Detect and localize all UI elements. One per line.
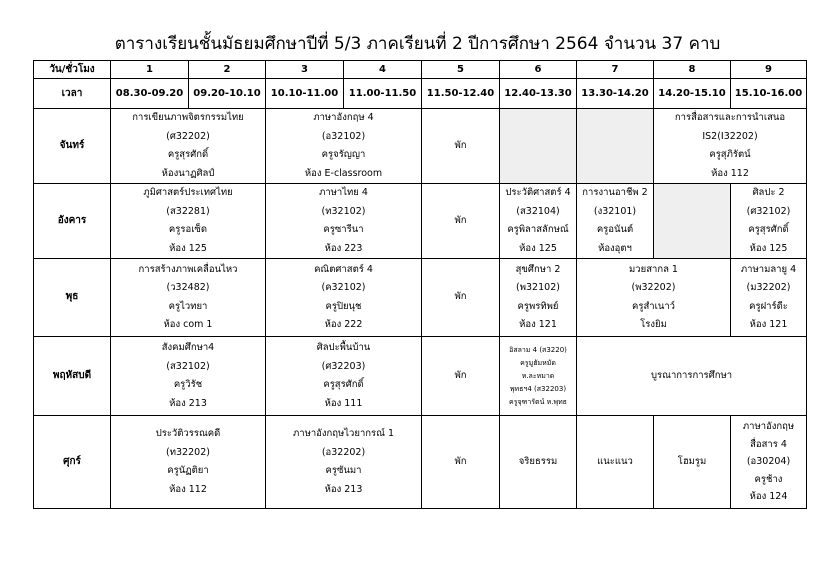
class-cell — [577, 184, 654, 259]
course-code: IS2(I32202) — [702, 130, 758, 142]
class-cell — [500, 184, 577, 259]
room: ห้องอุตฯ — [598, 242, 632, 254]
empty-cell — [654, 184, 731, 259]
period-number: 5 — [422, 61, 500, 79]
timetable — [33, 60, 807, 509]
period-number: 1 — [111, 61, 189, 79]
class-cell: แนะแนว — [577, 416, 654, 509]
corner-cell: วัน/ชั่วโมง — [34, 61, 111, 79]
class-cell — [111, 337, 266, 416]
subject: ภูมิศาสตร์ประเทศไทย — [143, 187, 233, 198]
subject: การสื่อสารและการนำเสนอ — [674, 112, 786, 123]
class-cell — [266, 259, 422, 337]
room: ห้อง 112 — [169, 483, 207, 495]
teacher: ครูไวทยา — [168, 300, 208, 312]
subject: ภาษาไทย 4 — [319, 187, 368, 198]
subject: อิสลาม 4 (ส3220) — [509, 345, 567, 354]
room: ห.ละหมาด — [521, 371, 555, 380]
room: ห้อง 112 — [711, 167, 749, 179]
teacher: ครูพิลาสลักษณ์ — [507, 224, 569, 235]
class-cell — [731, 259, 807, 337]
subject: พุทธฯ4 (ส32203) — [509, 384, 567, 393]
class-cell — [266, 337, 422, 416]
day-label: ศุกร์ — [34, 416, 111, 509]
teacher: ครูพรทิพย์ — [517, 300, 559, 312]
subject: ประวัติวรรณคดี — [155, 428, 221, 439]
break-cell: พัก — [422, 259, 500, 337]
room: ห้อง 124 — [749, 491, 788, 503]
subject: ศิลปะพื้นบ้าน — [316, 342, 371, 353]
room: ห้อง 222 — [324, 319, 363, 330]
day-row-wednesday — [34, 259, 807, 337]
subject: สุขศึกษา 2 — [515, 263, 561, 275]
day-label: อังคาร — [34, 184, 111, 259]
subject: คณิตศาสตร์ 4 — [314, 263, 373, 275]
time-label: เวลา — [34, 79, 111, 109]
teacher: ครูสุรศักดิ์ — [748, 224, 789, 235]
day-label: พุธ — [34, 259, 111, 337]
time-slot: 08.30-09.20 — [111, 79, 189, 109]
class-cell — [500, 337, 577, 416]
day-label: จันทร์ — [34, 109, 111, 184]
room: ห้อง 121 — [519, 319, 557, 330]
empty-cell — [500, 109, 577, 184]
class-cell — [111, 259, 266, 337]
time-row — [34, 79, 807, 109]
break-cell: พัก — [422, 184, 500, 259]
course-code: (อ32202) — [321, 446, 366, 458]
period-row — [34, 61, 807, 79]
class-cell — [577, 259, 731, 337]
period-number: 2 — [189, 61, 266, 79]
subject: ภาษาอังกฤษ — [742, 421, 795, 433]
teacher: ครูปิยนุช — [325, 300, 362, 312]
room: ห้อง 213 — [169, 397, 207, 409]
course-code: (ศ32102) — [746, 205, 791, 217]
course-code: (ง32101) — [593, 205, 637, 217]
day-row-tuesday — [34, 184, 807, 259]
teacher: ครูซันมา — [325, 465, 362, 476]
course-code: (ท32102) — [321, 205, 366, 217]
class-cell — [111, 109, 266, 184]
page-title: ตารางเรียนชั้นมัธยมศึกษาปีที่ 5/3 ภาคเรียนที่ 2 ปีการศึกษา 2564 จำนวน 37 คาบ — [114, 34, 721, 54]
course-code: (พ32202) — [631, 282, 676, 293]
room: ห้องนาฏศิลป์ — [161, 167, 215, 179]
room: ห้อง 223 — [324, 242, 363, 254]
time-slot: 13.30-14.20 — [577, 79, 654, 109]
subject: ภาษามลายู 4 — [740, 263, 797, 275]
day-row-friday — [34, 416, 807, 509]
break-cell: พัก — [422, 416, 500, 509]
period-number: 9 — [731, 61, 807, 79]
class-cell — [266, 109, 422, 184]
period-number: 3 — [266, 61, 344, 79]
class-cell — [654, 109, 807, 184]
time-slot: 10.10-11.00 — [266, 79, 344, 109]
teacher: ครูสำเนาว์ — [631, 300, 675, 312]
time-slot: 11.00-11.50 — [344, 79, 422, 109]
teacher: ครูช้าง — [754, 473, 783, 485]
course-code: (ศ32203) — [321, 360, 366, 372]
teacher: ครูมูฮัมหมัด — [520, 358, 556, 367]
break-cell: พัก — [422, 337, 500, 416]
room: ห้อง 125 — [169, 242, 207, 254]
class-cell — [500, 259, 577, 337]
teacher: ครูวิรัช — [173, 379, 203, 390]
subject: ภาษาอังกฤษไวยากรณ์ 1 — [292, 428, 395, 439]
day-row-monday — [34, 109, 807, 184]
course-code: (ส32104) — [516, 205, 560, 217]
course-code: (ม32202) — [746, 282, 791, 293]
room: ห้อง 125 — [749, 242, 788, 254]
time-slot: 12.40-13.30 — [500, 79, 577, 109]
teacher: ครูอนันต์ — [596, 224, 634, 235]
subject: ศิลปะ 2 — [752, 187, 785, 198]
class-cell: โฮมรูม — [654, 416, 731, 509]
time-slot: 15.10-16.00 — [731, 79, 807, 109]
subject: สังคมศึกษา4 — [161, 342, 215, 353]
course-code: (ส32281) — [166, 205, 210, 217]
course-code: (ว32482) — [166, 282, 210, 293]
teacher: ครูนัฏติยา — [167, 465, 209, 476]
class-cell — [731, 184, 807, 259]
period-number: 4 — [344, 61, 422, 79]
room: ห้อง com 1 — [163, 319, 213, 330]
teacher: ครูรอเซ็ด — [168, 224, 208, 235]
day-label: พฤหัสบดี — [34, 337, 111, 416]
time-slot: 14.20-15.10 — [654, 79, 731, 109]
break-cell: พัก — [422, 109, 500, 184]
class-cell — [111, 416, 266, 509]
teacher: ครูสุรศักดิ์ — [323, 379, 364, 390]
day-row-thursday — [34, 337, 807, 416]
course-code: (ท32202) — [166, 446, 210, 458]
time-slot: 11.50-12.40 — [422, 79, 500, 109]
subject: ภาษาอังกฤษ 4 — [313, 112, 374, 123]
period-number: 6 — [500, 61, 577, 79]
subject: สื่อสาร 4 — [750, 438, 787, 450]
course-code: (ศ32202) — [166, 130, 210, 142]
teacher: ครูสุภิรัตน์ — [709, 149, 751, 160]
teacher: ครูซารีนา — [323, 224, 364, 235]
teacher: ครูจุฑารัตน์ ห.พุทธ — [509, 397, 567, 406]
course-code: (ค32102) — [321, 282, 366, 293]
subject: มวยสากล 1 — [629, 263, 678, 275]
course-code: (อ32102) — [321, 130, 366, 142]
course-code: (พ32102) — [516, 282, 560, 293]
course-code: (อ30204) — [746, 456, 791, 468]
subject: ประวัติศาสตร์ 4 — [505, 187, 571, 198]
class-cell — [266, 416, 422, 509]
class-cell — [111, 184, 266, 259]
subject: การงานอาชีพ 2 — [582, 187, 648, 198]
class-cell: จริยธรรม — [500, 416, 577, 509]
room: ห้อง E-classroom — [304, 167, 383, 179]
time-slot: 09.20-10.10 — [189, 79, 266, 109]
room: โรงยิม — [640, 319, 667, 330]
room: ห้อง 121 — [749, 319, 788, 330]
subject: บูรณาการการศึกษา — [651, 369, 733, 381]
room: ห้อง 111 — [324, 397, 363, 409]
teacher: ครูจรัญญา — [321, 149, 366, 160]
period-number: 7 — [577, 61, 654, 79]
empty-cell — [577, 109, 654, 184]
class-cell — [266, 184, 422, 259]
teacher: ครูสุรศักดิ์ — [167, 149, 209, 160]
course-code: (ส32102) — [166, 360, 210, 372]
room: ห้อง 213 — [324, 483, 363, 495]
room: ห้อง 125 — [519, 242, 557, 254]
teacher: ครูฝาร์ดีะ — [749, 300, 788, 312]
period-number: 8 — [654, 61, 731, 79]
subject: การเขียนภาพจิตรกรรมไทย — [132, 112, 244, 123]
integrated-study-cell — [577, 337, 807, 416]
subject: การสร้างภาพเคลื่อนไหว — [138, 263, 238, 275]
class-cell — [731, 416, 807, 509]
